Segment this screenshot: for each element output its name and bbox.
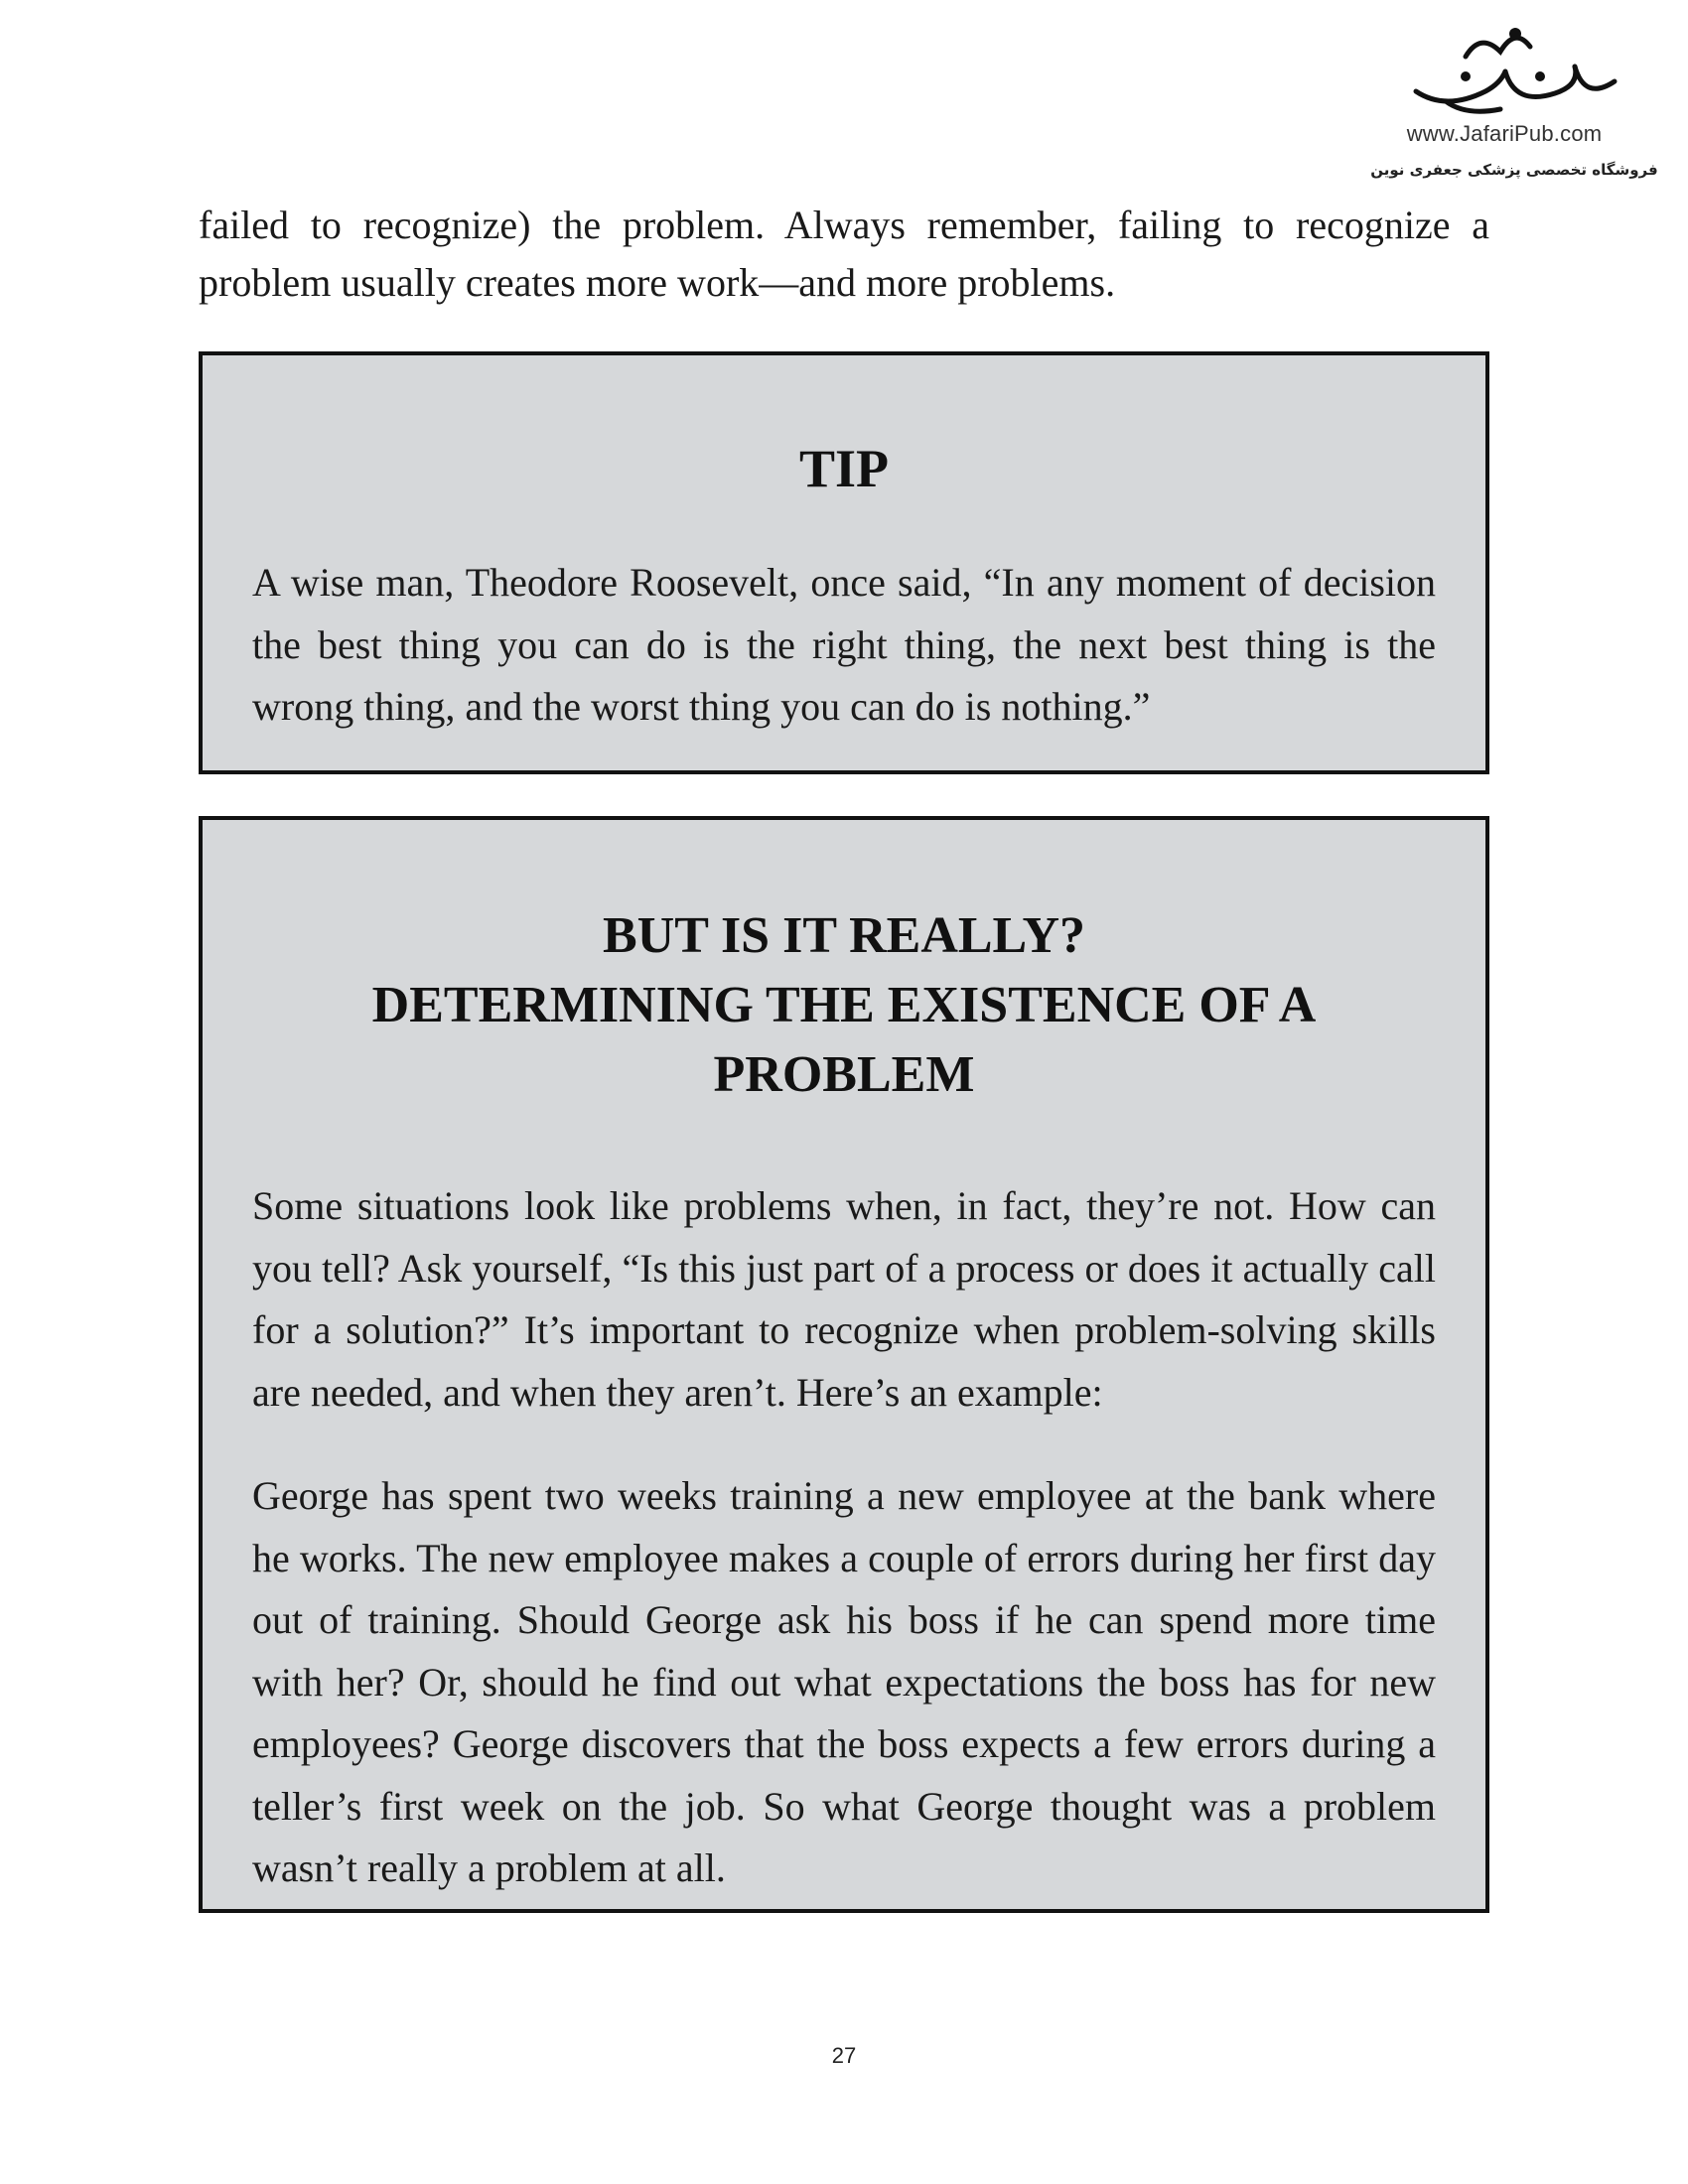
publisher-logo [1370, 22, 1658, 191]
section-paragraph-2: George has spent two weeks training a new employee at the bank where he works. The new employee makes a couple of errors during her first day out of training. Should George ask his boss if he can spend more time with her? Or, should he find out what expectations the boss has for new employees? George discovers that the boss expects a few errors during a teller’s first week on the job. So what George thought was a problem wasn’t really a problem at all. [252, 1473, 1436, 1890]
tip-body: A wise man, Theodore Roosevelt, once said, “In any moment of decision the best thing you can do is the right thing, the next best thing is the wrong thing, and the worst thing you can do is nothing.” [252, 560, 1436, 729]
tip-box [199, 351, 1489, 774]
section-paragraph-1: Some situations look like problems when, in fact, they’re not. How can you tell? Ask yourself, “Is this just part of a process or does it actually call for a solution?” It’s important to recognize when problem-solving skills are needed, and when they aren’t. Here’s an example: [252, 1183, 1436, 1415]
section-box [199, 816, 1489, 1913]
section-heading-line-1: BUT IS IT REALLY? [602, 907, 1086, 964]
section-heading-line-3: PROBLEM [713, 1046, 975, 1103]
publisher-url: www.JafariPub.com [1406, 121, 1603, 146]
publisher-tagline: فروشگاه تخصصی پزشکی جعفری نوین [1370, 161, 1658, 179]
intro-paragraph: failed to recognize) the problem. Always remember, failing to recognize a problem usually creates more work—and more problems. [199, 203, 1489, 305]
section-heading-line-2: DETERMINING THE EXISTENCE OF A [371, 977, 1317, 1033]
section-heading [203, 820, 1485, 1110]
tip-heading: TIP [798, 439, 890, 498]
page-number: 27 [831, 2043, 857, 2068]
publisher-logo-mark-icon [1406, 22, 1624, 121]
